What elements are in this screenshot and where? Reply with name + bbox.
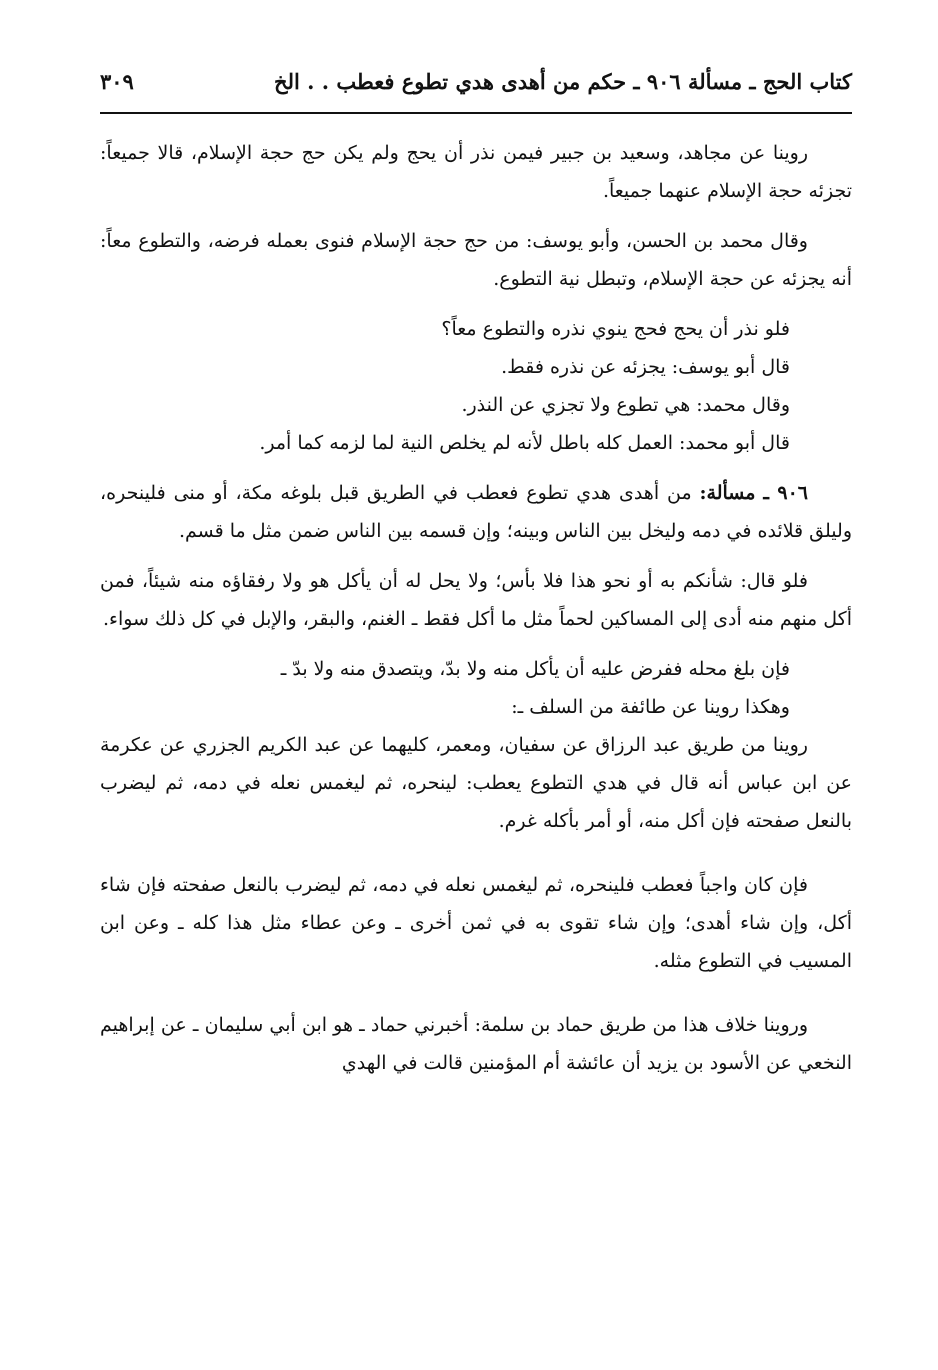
- mahilluh-line: فإن بلغ محله ففرض عليه أن يأكل منه ولا بدّ، ويتصدق منه ولا بدّ ـ: [280, 658, 790, 680]
- page-number: ٣٠٩: [100, 68, 134, 94]
- paragraph-mujahid: روينا عن مجاهد، وسعيد بن جبير فيمن نذر أن يحج ولم يكن حج حجة الإسلام، قالا جميعاً: تجزئه حجة الإسلام عنهما جميعاً.: [100, 142, 852, 202]
- masala-906-paragraph: [100, 474, 852, 550]
- abu-muhammad-line: قال أبو محمد: العمل كله باطل لأنه لم يخلص النية لما لزمه كما أمر.: [259, 432, 790, 454]
- paragraph-muhammad-abu-yusuf: وقال محمد بن الحسن، وأبو يوسف: من حج حجة الإسلام فنوى بعمله فرضه، والتطوع معاً: أنه يجزئه عن حجة الإسلام، وتبطل نية التطوع.: [100, 230, 852, 290]
- body-text: [100, 134, 852, 1082]
- masala-text: من أهدى هدي تطوع فعطب في الطريق قبل بلوغه مكة، أو منى فلينحره، وليلق قلائده في دمه وليخل بين الناس وبينه؛ وإن قسمه بين الناس ضمن مثل ما قسم.: [100, 482, 852, 542]
- paragraph-abd-al-razzaq: روينا من طريق عبد الرزاق عن سفيان، ومعمر، كليهما عن عبد الكريم الجزري عن عكرمة عن ابن عباس أنه قال في هدي التطوع يعطب: لينحره، ثم ليغمس نعله في دمه، ثم ليضرب بالنعل صفحته فإن أكل منه، أو أمر بأكله غرم.: [100, 734, 852, 832]
- salaf-line: وهكذا روينا عن طائفة من السلف ـ:: [511, 696, 790, 718]
- running-title: كتاب الحج ـ مسألة ٩٠٦ ـ حكم من أهدى هدي تطوع فعطب . . الخ: [274, 68, 852, 94]
- page-header: [100, 58, 852, 104]
- muhammad-line: وقال محمد: هي تطوع ولا تجزي عن النذر.: [461, 394, 790, 416]
- question-line: فلو نذر أن يحج فحج ينوي نذره والتطوع معاً؟: [441, 318, 790, 340]
- header-rule: [100, 112, 852, 114]
- paragraph-shaankum: فلو قال: شأنكم به أو نحو هذا فلا بأس؛ ولا يحل له أن يأكل هو ولا رفقاؤه منه شيئاً، فمن أكل منهم منه أدى إلى المساكين لحماً مثل ما أكل فقط ـ الغنم، والبقر، والإبل في كل ذلك سواء.: [100, 570, 852, 630]
- masala-label: مسألة:: [699, 482, 756, 504]
- paragraph-wajib: فإن كان واجباً فعطب فلينحره، ثم ليغمس نعله في دمه، ثم ليضرب بالنعل صفحته فإن شاء أكل، وإن شاء أهدى؛ وإن شاء تقوى به في ثمن أخرى ـ وعن عطاء مثل هذا كله ـ وعن ابن المسيب في التطوع مثله.: [100, 874, 852, 972]
- abu-yusuf-line: قال أبو يوسف: يجزئه عن نذره فقط.: [501, 356, 790, 378]
- masala-number: ٩٠٦ ـ: [763, 482, 808, 504]
- paragraph-hammad: وروينا خلاف هذا من طريق حماد بن سلمة: أخبرني حماد ـ هو ابن أبي سليمان ـ عن إبراهيم النخعي عن الأسود بن يزيد أن عائشة أم المؤمنين قالت في الهدي: [100, 1014, 852, 1074]
